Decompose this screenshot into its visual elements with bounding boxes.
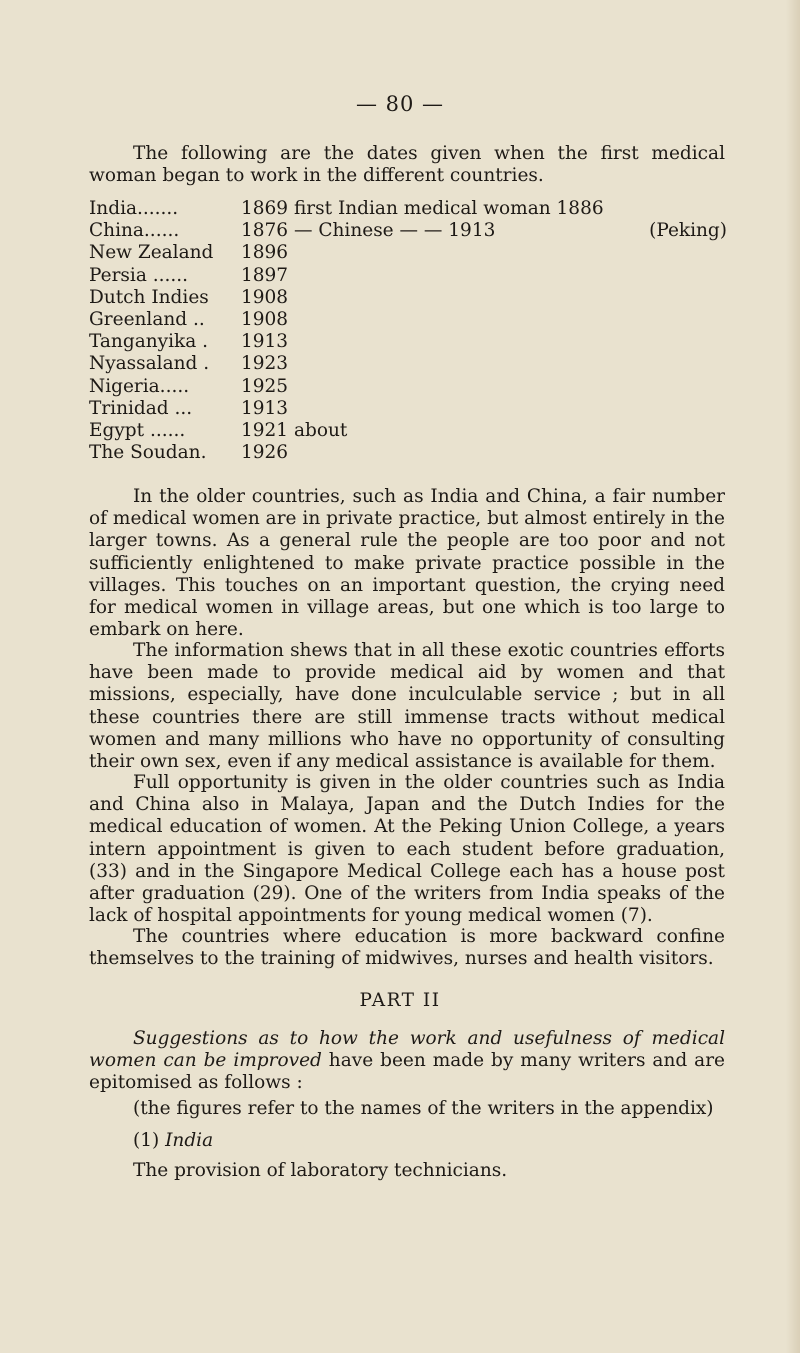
paragraph-private-practice: In the older countries, such as India and China, a fair number of medical women are in private practice, but almost entirely in the larger towns. As a general rule the people are too poor and not sufficiently enlightened to make private practice possible in the villages. This touches on an important question, the crying need for medical women in village areas, but one which is too large to embark on here. — [89, 486, 725, 641]
country-row — [89, 331, 729, 353]
paragraph-suggestions — [89, 1028, 725, 1095]
country-row — [89, 420, 729, 442]
country-row — [89, 442, 729, 464]
country-date: 1896 — [241, 242, 289, 264]
country-row — [89, 398, 729, 420]
part-heading: PART II — [359, 990, 441, 1011]
country-date: 1869 first Indian medical woman 1886 — [241, 198, 604, 219]
last-line: The provision of laboratory technicians. — [133, 1160, 508, 1181]
country-row — [89, 353, 729, 375]
section-heading — [89, 1130, 725, 1152]
country-name: Dutch Indies — [89, 286, 209, 308]
country-note: (Peking) — [649, 220, 727, 242]
suggestions-rest: have been made by many writers and are epitomised as follows : — [89, 1050, 725, 1094]
country-date: 1925 — [241, 375, 289, 397]
country-row — [89, 220, 729, 242]
page-number: — 80 — — [355, 92, 445, 116]
country-row — [89, 242, 729, 264]
paragraph-opportunity: Full opportunity is given in the older countries such as India and China also in Malaya, Japan and the Dutch Indies for the medical education of women. At the Peking Union College, a years intern appointment is given to each student before graduation, (33) and in the Singapore Medical College each has a house post after graduation (29). One of the writers from India speaks of the lack of hospital appointments for young medical women (7). — [89, 772, 725, 927]
country-name: China...... — [89, 220, 180, 242]
country-date: 1913 — [241, 331, 289, 353]
paragraph-backward-countries: The countries where education is more backward confine themselves to the training of midwives, nurses and health visitors. — [89, 926, 725, 970]
country-date: 1897 — [241, 264, 289, 286]
country-row — [89, 198, 729, 220]
country-date: 1908 — [241, 308, 289, 330]
section-number: (1) — [133, 1130, 166, 1151]
country-date: 1923 — [241, 353, 289, 375]
country-row — [89, 376, 729, 398]
country-name: Persia ...... — [89, 264, 189, 286]
section-title: India — [165, 1130, 214, 1151]
intro-paragraph: The following are the dates given when the first medical woman began to work in the different countries. — [89, 143, 725, 187]
country-date: 1908 — [241, 286, 289, 308]
country-name: New Zealand — [89, 242, 214, 264]
country-date: 1913 — [241, 397, 289, 419]
country-date-list — [89, 198, 729, 464]
country-name: India....... — [89, 198, 179, 219]
figures-note: (the figures refer to the names of the writers in the appendix) — [133, 1098, 714, 1119]
country-row — [89, 287, 729, 309]
paragraph-information: The information shews that in all these exotic countries efforts have been made to provide medical aid by women and that missions, especially, have done inculculable service ; but in all these countries there are still immense tracts without medical women and many millions who have no opportunity of consulting their own sex, even if any medical assistance is available for them. — [89, 640, 725, 773]
country-name: Tanganyika . — [89, 331, 209, 353]
country-date: 1926 — [241, 442, 289, 464]
country-date: 1876 — Chinese — — 1913 — [241, 220, 496, 242]
country-date: 1921 about — [241, 419, 348, 441]
country-row — [89, 265, 729, 287]
country-name: Greenland .. — [89, 308, 205, 330]
country-name: Egypt ...... — [89, 419, 186, 441]
page-edge-shadow — [786, 0, 800, 1353]
country-name: The Soudan. — [89, 442, 207, 464]
country-name: Nyassaland . — [89, 353, 210, 375]
suggestions-italic-lead: Suggestions as to how the work and usefulness of medical women can be improved — [89, 1028, 725, 1072]
country-row — [89, 309, 729, 331]
country-name: Trinidad ... — [89, 397, 193, 419]
country-name: Nigeria..... — [89, 375, 190, 397]
